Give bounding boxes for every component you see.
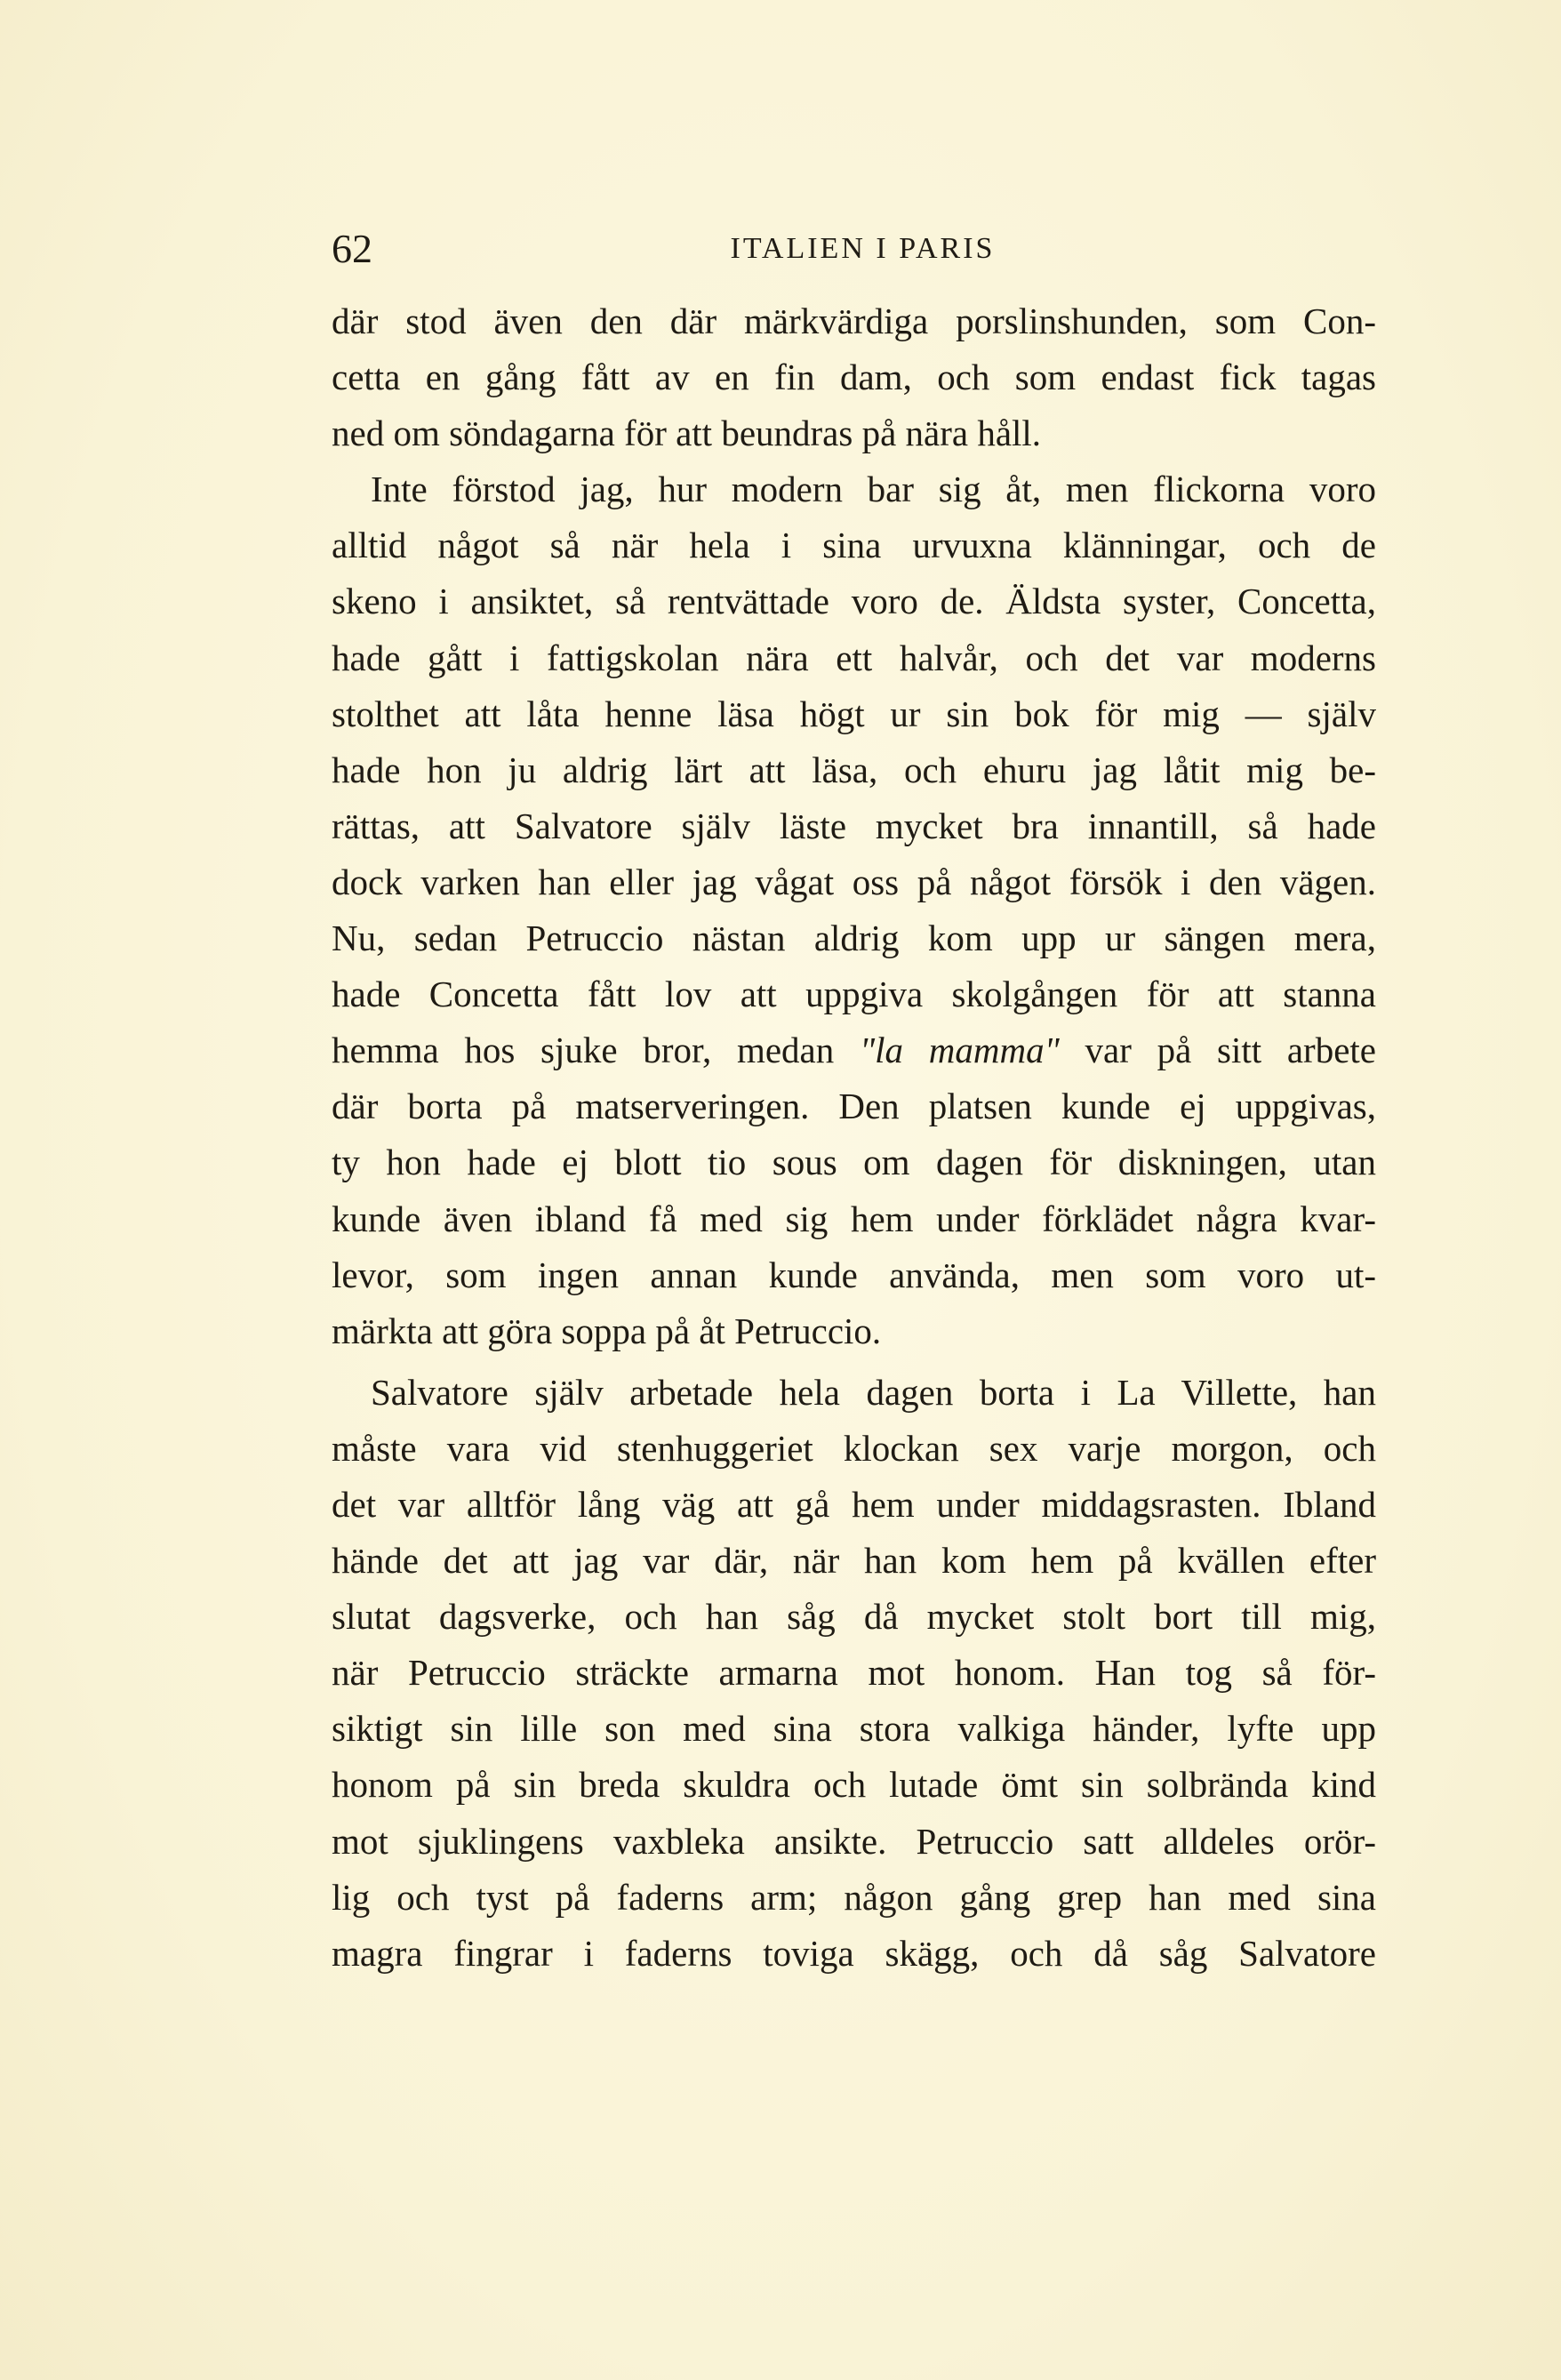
text-line: måste vara vid stenhuggeriet klockan sex varje morgon, och [332,1427,1376,1469]
text-line: där stod även den där märkvärdiga porslinshunden, som Con- [332,301,1376,341]
text-line: kunde även ibland få med sig hem under förklädet några kvar- [332,1198,1376,1239]
text-line: det var alltför lång väg att gå hem under middagsrasten. Ibland [332,1483,1376,1525]
text-line: magra fingrar i faderns toviga skägg, och då såg Salvatore [332,1932,1376,1974]
text-line: cetta en gång fått av en fin dam, och som endast fick tagas [332,357,1376,398]
running-title: ITALIEN I PARIS [730,232,996,265]
text-line: alltid något så när hela i sina urvuxna klänningar, och de [332,525,1376,566]
text-line: hade hon ju aldrig lärt att läsa, och ehuru jag låtit mig be- [332,749,1376,790]
text-line: hade Concetta fått lov att uppgiva skolgången för att stanna [332,974,1376,1015]
text-line-with-italic [332,1022,1376,1078]
text-segment: var på sitt arbete [1059,1030,1376,1071]
text-line: Inte förstod jag, hur modern bar sig åt, men flickorna voro [371,469,1376,510]
text-line: slutat dagsverke, och han såg då mycket stolt bort till mig, [332,1596,1376,1638]
text-line: honom på sin breda skuldra och lutade ömt sin solbrända kind [332,1764,1376,1806]
text-line: när Petruccio sträckte armarna mot honom. Han tog så för- [332,1652,1376,1694]
text-line: ned om söndagarna för att beundras på nära håll. [332,413,1042,454]
running-head [332,222,1376,276]
text-line: skeno i ansiktet, så rentvättade voro de. Äldsta syster, Concetta, [332,581,1376,622]
text-line: hade gått i fattigskolan nära ett halvår, och det var moderns [332,637,1376,678]
text-line: Salvatore själv arbetade hela dagen borta i La Villette, han [371,1371,1376,1413]
text-line: mot sjuklingens vaxbleka ansikte. Petruccio satt alldeles orör- [332,1820,1376,1862]
text-segment: hemma hos sjuke bror, medan [332,1030,860,1071]
text-line: levor, som ingen annan kunde använda, men som voro ut- [332,1254,1376,1295]
text-line: där borta på matserveringen. Den platsen kunde ej uppgivas, [332,1086,1376,1127]
body-text [332,293,1376,1982]
page-number: 62 [332,226,372,271]
text-line: dock varken han eller jag vågat oss på något försök i den vägen. [332,861,1376,902]
text-line: siktigt sin lille son med sina stora valkiga händer, lyfte upp [332,1708,1376,1750]
text-line: märkta att göra soppa på åt Petruccio. [332,1310,882,1351]
text-line: lig och tyst på faderns arm; någon gång grep han med sina [332,1876,1376,1918]
text-line: Nu, sedan Petruccio nästan aldrig kom upp ur sängen mera, [332,918,1376,959]
italic-phrase: "la mamma" [859,1030,1060,1071]
text-line: stolthet att låta henne läsa högt ur sin bok för mig — själv [332,693,1376,734]
text-line: ty hon hade ej blott tio sous om dagen för diskningen, utan [332,1142,1376,1183]
text-line: rättas, att Salvatore själv läste mycket bra innantill, så hade [332,805,1376,846]
text-line: hände det att jag var där, när han kom hem på kvällen efter [332,1540,1376,1582]
